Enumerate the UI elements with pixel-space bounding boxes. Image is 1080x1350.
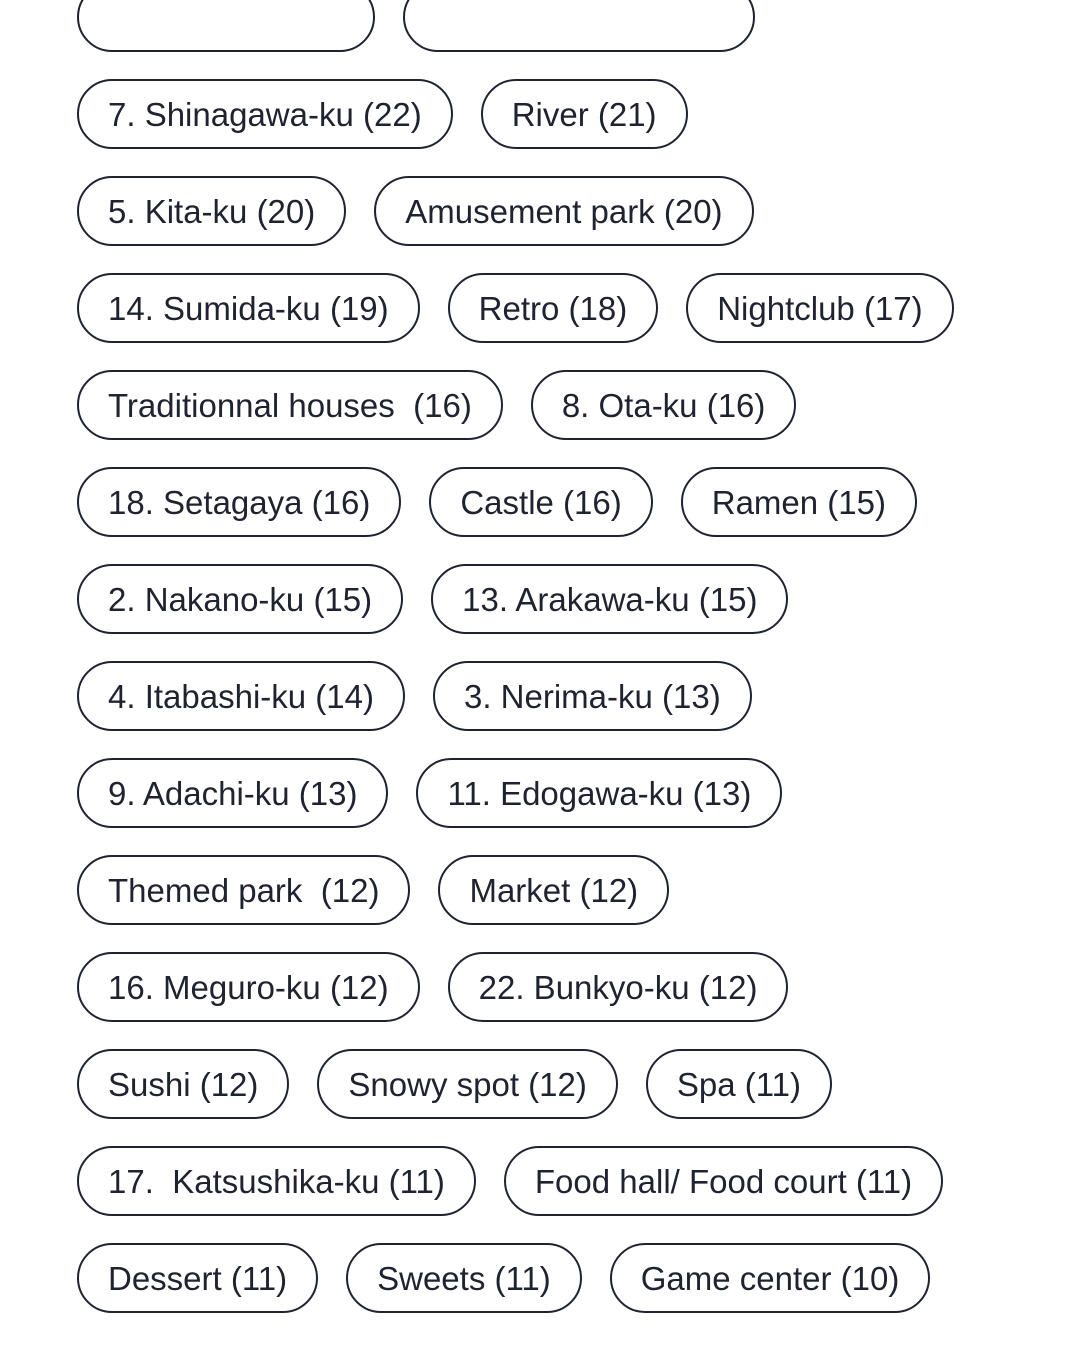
tag-chip[interactable] xyxy=(433,661,752,731)
tag-row xyxy=(77,0,1037,52)
tag-label: 3. Nerima-ku (13) xyxy=(463,677,721,715)
tag-chip[interactable] xyxy=(431,564,788,634)
tag-label: Sushi (12) xyxy=(108,1065,259,1103)
tag-label: 8. Ota-ku (16) xyxy=(561,386,766,424)
tag-chip[interactable] xyxy=(681,467,917,537)
tag-label: Themed park (12) xyxy=(108,871,380,909)
tag-chip[interactable] xyxy=(77,758,388,828)
tag-label: 18. Setagaya (16) xyxy=(108,483,371,521)
tag-chip[interactable] xyxy=(77,1049,289,1119)
tag-label: Retro (18) xyxy=(478,289,628,327)
tag-chip[interactable] xyxy=(77,0,375,52)
tag-label: Snowy spot (12) xyxy=(348,1065,587,1103)
tag-label: 4. Itabashi-ku (14) xyxy=(108,677,374,715)
tag-row xyxy=(77,758,1037,828)
tag-row xyxy=(77,370,1037,440)
tag-label: Dessert (11) xyxy=(108,1259,288,1297)
tag-label: Nightclub (17) xyxy=(717,289,923,327)
tag-row xyxy=(77,1243,1037,1313)
tag-label: Food hall/ Food court (11) xyxy=(534,1162,913,1200)
tag-chip[interactable] xyxy=(531,370,797,440)
tag-chip[interactable] xyxy=(448,273,659,343)
tag-row xyxy=(77,855,1037,925)
tag-label: Castle (16) xyxy=(460,483,622,521)
tag-chip[interactable] xyxy=(77,855,410,925)
tag-row xyxy=(77,273,1037,343)
tag-chip[interactable] xyxy=(77,952,420,1022)
tag-label: 11. Edogawa-ku (13) xyxy=(447,774,752,812)
tag-chip[interactable] xyxy=(403,0,755,52)
tag-label: Market (12) xyxy=(469,871,639,909)
tag-chip[interactable] xyxy=(438,855,669,925)
tag-label: River (21) xyxy=(511,95,657,133)
tag-row xyxy=(77,564,1037,634)
tag-row xyxy=(77,952,1037,1022)
tag-label: Sweets (11) xyxy=(377,1259,551,1297)
tag-chip[interactable] xyxy=(429,467,652,537)
tag-label: Ramen (15) xyxy=(711,483,886,521)
tag-chip[interactable] xyxy=(317,1049,617,1119)
tag-row xyxy=(77,176,1037,246)
tag-chip[interactable] xyxy=(77,1146,476,1216)
tag-row xyxy=(77,1146,1037,1216)
tag-label: Spa (11) xyxy=(676,1065,801,1103)
tag-chip[interactable] xyxy=(374,176,753,246)
tag-chip[interactable] xyxy=(646,1049,832,1119)
tag-chip[interactable] xyxy=(77,661,405,731)
tag-list xyxy=(77,0,1037,1340)
tag-label: Traditionnal houses (16) xyxy=(108,386,472,424)
tag-chip[interactable] xyxy=(346,1243,582,1313)
tag-chip[interactable] xyxy=(448,952,789,1022)
tag-chip[interactable] xyxy=(77,370,503,440)
tag-label: Game center (10) xyxy=(640,1259,900,1297)
tag-chip[interactable] xyxy=(77,273,420,343)
tag-label: 17. Katsushika-ku (11) xyxy=(108,1162,445,1200)
tag-row xyxy=(77,79,1037,149)
tag-label: 5. Kita-ku (20) xyxy=(108,192,316,230)
tag-row xyxy=(77,467,1037,537)
tag-label: 7. Shinagawa-ku (22) xyxy=(108,95,422,133)
tag-label: Amusement park (20) xyxy=(405,192,723,230)
tag-label: 14. Sumida-ku (19) xyxy=(108,289,389,327)
tag-chip[interactable] xyxy=(77,1243,318,1313)
tag-label: 13. Arakawa-ku (15) xyxy=(462,580,758,618)
tag-chip[interactable] xyxy=(77,467,401,537)
tag-chip[interactable] xyxy=(77,176,346,246)
tag-label: 2. Nakano-ku (15) xyxy=(108,580,373,618)
tag-chip[interactable] xyxy=(77,79,453,149)
tag-label: 9. Adachi-ku (13) xyxy=(108,774,358,812)
tag-row xyxy=(77,661,1037,731)
tag-label: 22. Bunkyo-ku (12) xyxy=(478,968,758,1006)
tag-chip[interactable] xyxy=(686,273,953,343)
tag-row xyxy=(77,1049,1037,1119)
tag-chip[interactable] xyxy=(77,564,403,634)
tag-chip[interactable] xyxy=(416,758,782,828)
tag-chip[interactable] xyxy=(610,1243,931,1313)
tag-label: 16. Meguro-ku (12) xyxy=(108,968,389,1006)
tag-chip[interactable] xyxy=(504,1146,943,1216)
tag-chip[interactable] xyxy=(481,79,688,149)
